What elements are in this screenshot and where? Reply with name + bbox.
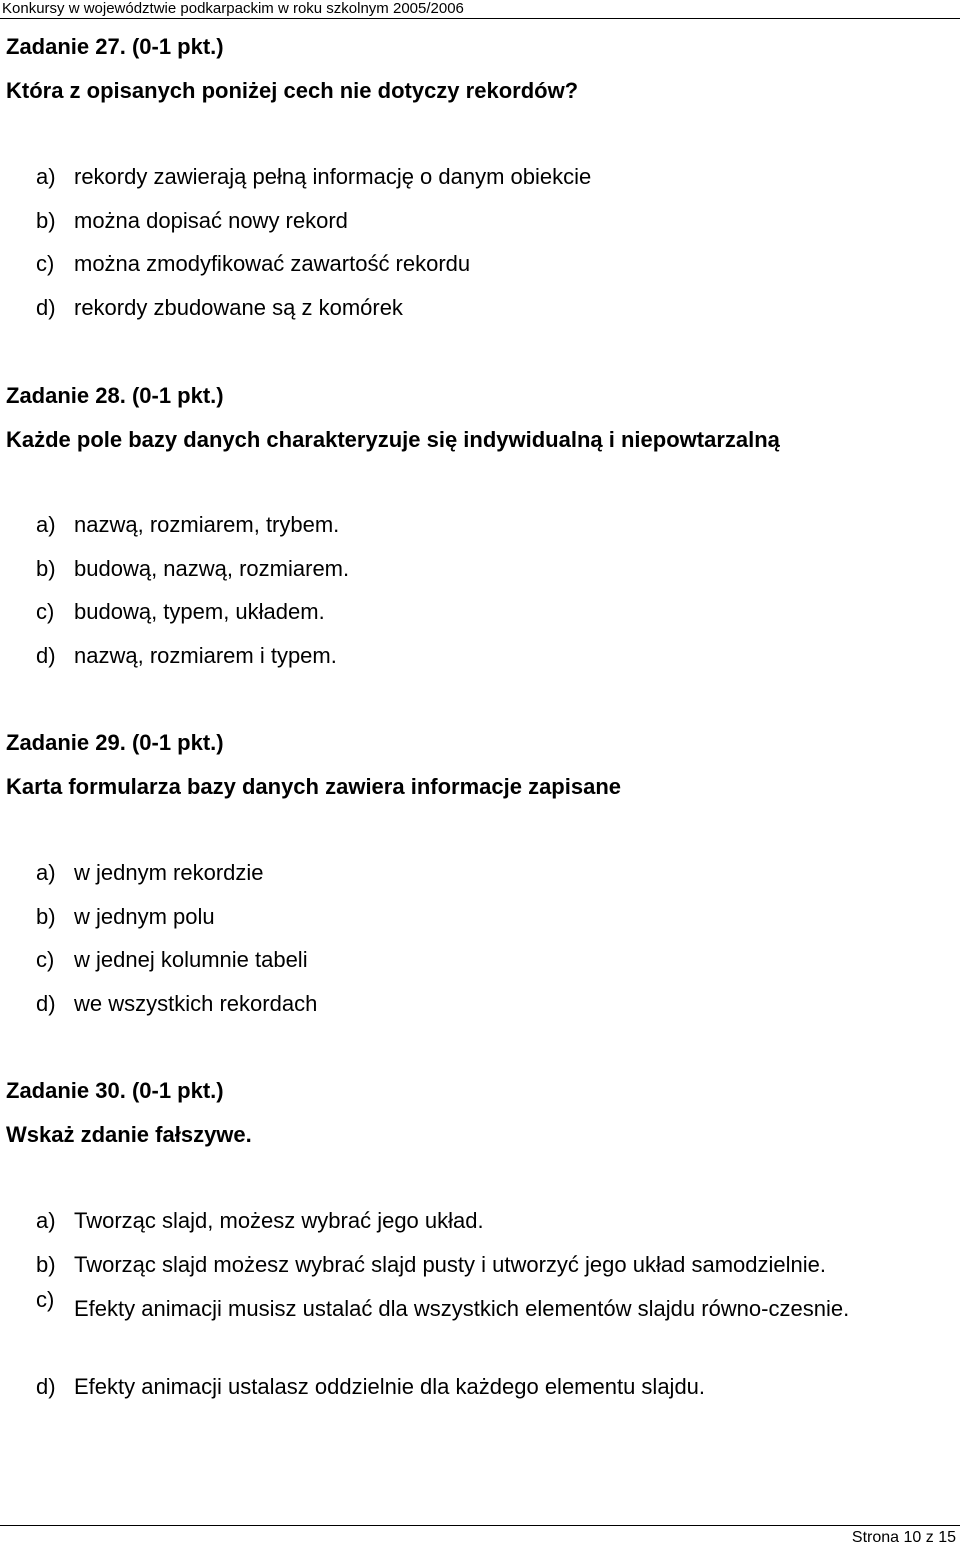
answer-letter: c) — [36, 251, 55, 276]
answer-letter: a) — [36, 512, 56, 537]
header-title: Konkursy w województwie podkarpackim w roku szkolnym 2005/2006 — [2, 0, 464, 17]
answer-text: Tworząc slajd możesz wybrać slajd pusty i utworzyć jego układ samodzielnie. — [74, 1251, 826, 1277]
answer-item — [36, 208, 946, 252]
answer-letter: c) — [36, 1287, 55, 1312]
answer-text: nazwą, rozmiarem, trybem. — [74, 512, 340, 537]
task-29-answers — [36, 860, 946, 1034]
answer-text: rekordy zbudowane są z komórek — [74, 294, 403, 320]
answer-item — [36, 904, 946, 948]
task-29 — [6, 730, 956, 800]
task-30-answers — [36, 1208, 946, 1418]
answer-text: można zmodyfikować zawartość rekordu — [74, 251, 471, 276]
task-question: Która z opisanych poniżej cech nie dotyczy rekordów? — [6, 78, 579, 103]
answer-text: w jednym rekordzie — [74, 860, 264, 885]
task-title: Zadanie 28. (0-1 pkt.) — [6, 383, 224, 408]
answer-item — [36, 991, 946, 1035]
task-27-answers — [36, 164, 946, 338]
answer-letter: a) — [36, 1208, 56, 1233]
task-28-answers — [36, 512, 946, 686]
task-question: Każde pole bazy danych charakteryzuje się indywidualną i niepowtarzalną — [6, 427, 780, 452]
answer-item — [36, 512, 946, 556]
answer-item — [36, 947, 946, 991]
task-question: Karta formularza bazy danych zawiera informacje zapisane — [6, 774, 622, 799]
answer-text: Tworząc slajd, możesz wybrać jego układ. — [74, 1208, 484, 1233]
answer-letter: b) — [36, 555, 56, 581]
answer-text: Efekty animacji ustalasz oddzielnie dla każdego elementu slajdu. — [74, 1374, 706, 1399]
answer-item — [36, 599, 946, 643]
task-title: Zadanie 29. (0-1 pkt.) — [6, 730, 224, 755]
task-27 — [6, 34, 956, 104]
answer-letter: c) — [36, 947, 55, 972]
answer-letter: b) — [36, 1251, 56, 1277]
answer-text: w jednym polu — [74, 903, 215, 929]
answer-item — [36, 860, 946, 904]
answer-text: budową, nazwą, rozmiarem. — [74, 555, 350, 581]
answer-text: w jednej kolumnie tabeli — [74, 947, 308, 972]
answer-text: we wszystkich rekordach — [74, 990, 318, 1016]
header-divider — [0, 18, 960, 19]
task-28 — [6, 383, 956, 453]
answer-item — [36, 643, 946, 687]
footer-divider — [0, 1525, 960, 1526]
answer-letter: a) — [36, 860, 56, 885]
answer-letter: b) — [36, 903, 56, 929]
task-question: Wskaż zdanie fałszywe. — [6, 1122, 252, 1147]
answer-item — [36, 1287, 946, 1374]
answer-item — [36, 295, 946, 339]
page-number: Strona 10 z 15 — [851, 1529, 956, 1546]
task-title: Zadanie 30. (0-1 pkt.) — [6, 1078, 224, 1103]
answer-item — [36, 556, 946, 600]
answer-letter: a) — [36, 164, 56, 189]
answer-text: można dopisać nowy rekord — [74, 207, 348, 233]
task-30 — [6, 1078, 956, 1148]
answer-letter: c) — [36, 599, 55, 624]
answer-letter: d) — [36, 642, 56, 668]
answer-text: Efekty animacji musisz ustalać dla wszystkich elementów slajdu równo-czesnie. — [74, 1296, 850, 1321]
answer-text: nazwą, rozmiarem i typem. — [74, 642, 337, 668]
answer-letter: d) — [36, 1374, 56, 1399]
answer-letter: d) — [36, 990, 56, 1016]
answer-item — [36, 1374, 946, 1418]
answer-text: budową, typem, układem. — [74, 599, 325, 624]
answer-item — [36, 164, 946, 208]
answer-letter: d) — [36, 294, 56, 320]
page-header — [0, 0, 960, 19]
answer-item — [36, 1208, 946, 1252]
answer-item — [36, 251, 946, 295]
answer-text: rekordy zawierają pełną informację o danym obiekcie — [74, 164, 592, 189]
task-title: Zadanie 27. (0-1 pkt.) — [6, 34, 224, 59]
answer-letter: b) — [36, 207, 56, 233]
